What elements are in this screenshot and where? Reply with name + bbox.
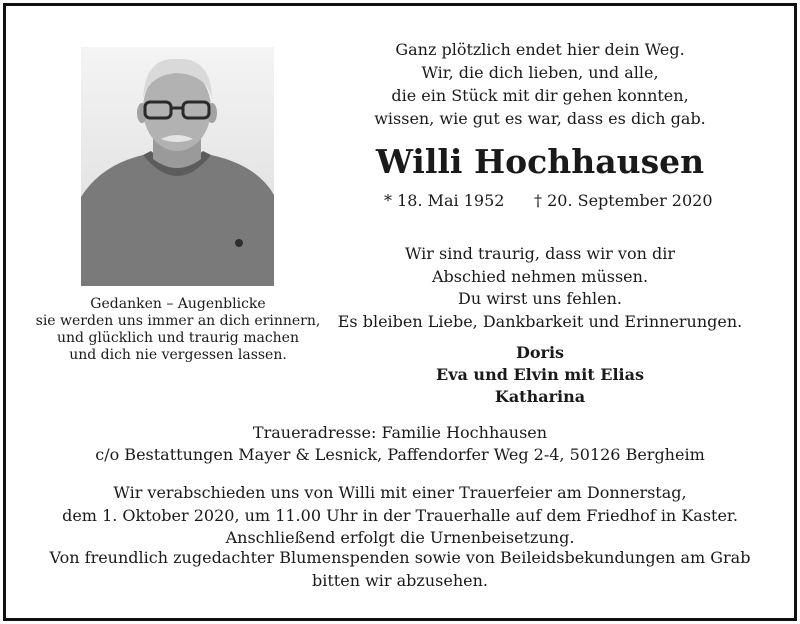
mourner-name: Eva und Elvin mit Elias (436, 365, 644, 384)
opening-poem (330, 38, 750, 130)
farewell-line: Abschied nehmen müssen. (431, 266, 649, 286)
caption-line: und dich nie vergessen lassen. (69, 347, 287, 363)
flowers-note (0, 547, 800, 592)
caption-line: sie werden uns immer an dich erinnern, (35, 313, 321, 329)
portrait-photo (81, 47, 274, 286)
farewell-text (330, 243, 750, 333)
poem-line: die ein Stück mit dir gehen konnten, (391, 86, 689, 105)
death-date: † 20. September 2020 (534, 191, 713, 210)
farewell-line: Es bleiben Liebe, Dankbarkeit und Erinnerungen. (337, 311, 743, 331)
birth-date: * 18. Mai 1952 (384, 191, 505, 210)
flowers-line: Von freundlich zugedachter Blumenspenden sowie von Beileidsbekundungen am Grab (49, 548, 751, 567)
address-line: Traueradresse: Familie Hochhausen (252, 423, 548, 442)
mourner-name: Doris (515, 343, 565, 362)
farewell-line: Du wirst uns fehlen. (458, 289, 622, 308)
poem-line: Ganz plötzlich endet hier dein Weg. (395, 40, 685, 59)
ceremony-line: Wir verabschieden uns von Willi mit einer Trauerfeier am Donnerstag, (113, 483, 687, 502)
ceremony-details (0, 482, 800, 550)
caption-line: Gedanken – Augenblicke (90, 296, 266, 312)
ceremony-line: dem 1. Oktober 2020, um 11.00 Uhr in der Trauerhalle auf dem Friedhof in Kaster. (62, 505, 738, 525)
ceremony-line: Anschließend erfolgt die Urnenbeisetzung. (225, 528, 575, 547)
mourner-name: Katharina (494, 387, 586, 406)
deceased-name: Willi Hochhausen (375, 142, 705, 181)
photo-caption (20, 296, 336, 364)
flowers-line: bitten wir abzusehen. (312, 570, 488, 590)
mourners-list (330, 342, 750, 408)
mourning-address (0, 422, 800, 466)
address-line: c/o Bestattungen Mayer & Lesnick, Paffendorfer Weg 2-4, 50126 Bergheim (95, 445, 705, 464)
poem-line: Wir, die dich lieben, und alle, (421, 63, 659, 82)
caption-line: und glücklich und traurig machen (57, 330, 299, 346)
farewell-line: Wir sind traurig, dass wir von dir (405, 244, 675, 263)
poem-line: wissen, wie gut es war, dass es dich gab. (374, 109, 706, 128)
